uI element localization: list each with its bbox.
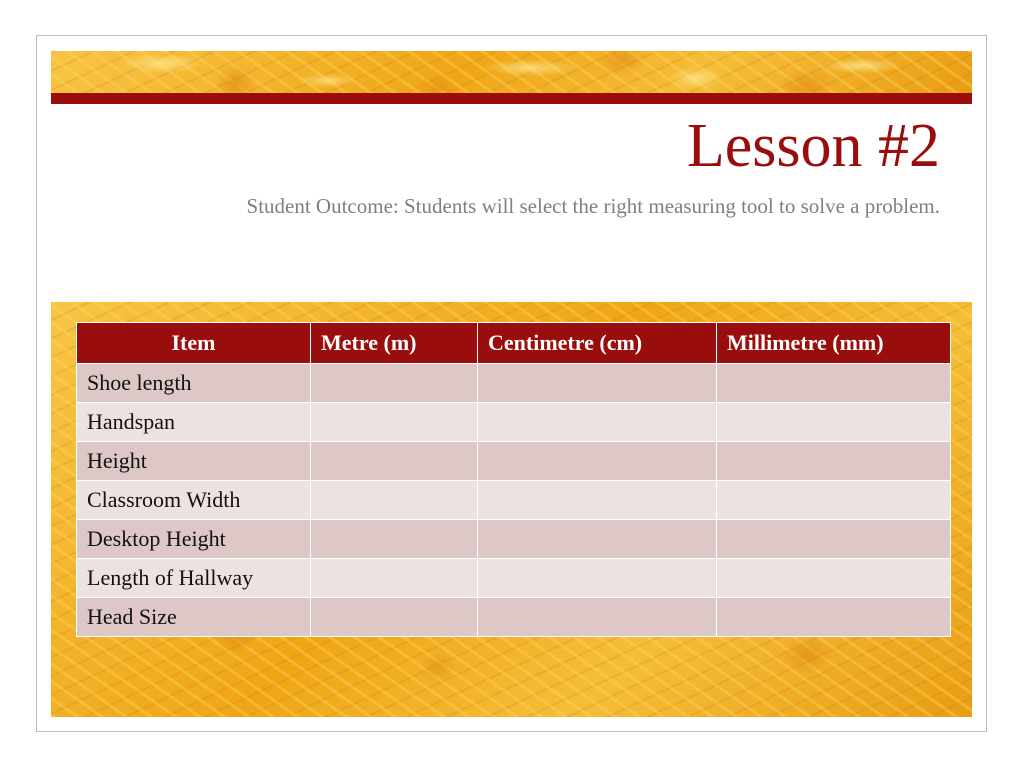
millimetre-cell[interactable] <box>717 364 951 403</box>
item-cell: Head Size <box>77 598 311 637</box>
table-row <box>77 403 951 442</box>
centimetre-cell[interactable] <box>478 364 717 403</box>
header-metre: Metre (m) <box>311 323 478 364</box>
title-accent-bar <box>51 93 972 104</box>
table-row <box>77 442 951 481</box>
metre-cell[interactable] <box>311 364 478 403</box>
item-cell: Height <box>77 442 311 481</box>
metre-cell[interactable] <box>311 442 478 481</box>
item-cell: Handspan <box>77 403 311 442</box>
centimetre-cell[interactable] <box>478 403 717 442</box>
metre-cell[interactable] <box>311 559 478 598</box>
slide-title: Lesson #2 <box>686 112 940 180</box>
millimetre-cell[interactable] <box>717 403 951 442</box>
millimetre-cell[interactable] <box>717 520 951 559</box>
centimetre-cell[interactable] <box>478 442 717 481</box>
table-row <box>77 598 951 637</box>
centimetre-cell[interactable] <box>478 598 717 637</box>
millimetre-cell[interactable] <box>717 442 951 481</box>
header-millimetre: Millimetre (mm) <box>717 323 951 364</box>
header-item: Item <box>77 323 311 364</box>
millimetre-cell[interactable] <box>717 598 951 637</box>
item-cell: Classroom Width <box>77 481 311 520</box>
measurement-table <box>76 322 951 637</box>
item-cell: Shoe length <box>77 364 311 403</box>
centimetre-cell[interactable] <box>478 520 717 559</box>
table-row <box>77 520 951 559</box>
table-header-row <box>77 323 951 364</box>
millimetre-cell[interactable] <box>717 559 951 598</box>
millimetre-cell[interactable] <box>717 481 951 520</box>
centimetre-cell[interactable] <box>478 481 717 520</box>
metre-cell[interactable] <box>311 598 478 637</box>
table-row <box>77 481 951 520</box>
table-row <box>77 559 951 598</box>
item-cell: Length of Hallway <box>77 559 311 598</box>
top-texture-band <box>51 51 972 93</box>
metre-cell[interactable] <box>311 520 478 559</box>
metre-cell[interactable] <box>311 481 478 520</box>
table-row <box>77 364 951 403</box>
item-cell: Desktop Height <box>77 520 311 559</box>
header-centimetre: Centimetre (cm) <box>478 323 717 364</box>
centimetre-cell[interactable] <box>478 559 717 598</box>
slide-subtitle: Student Outcome: Students will select the right measuring tool to solve a problem. <box>246 194 940 218</box>
metre-cell[interactable] <box>311 403 478 442</box>
